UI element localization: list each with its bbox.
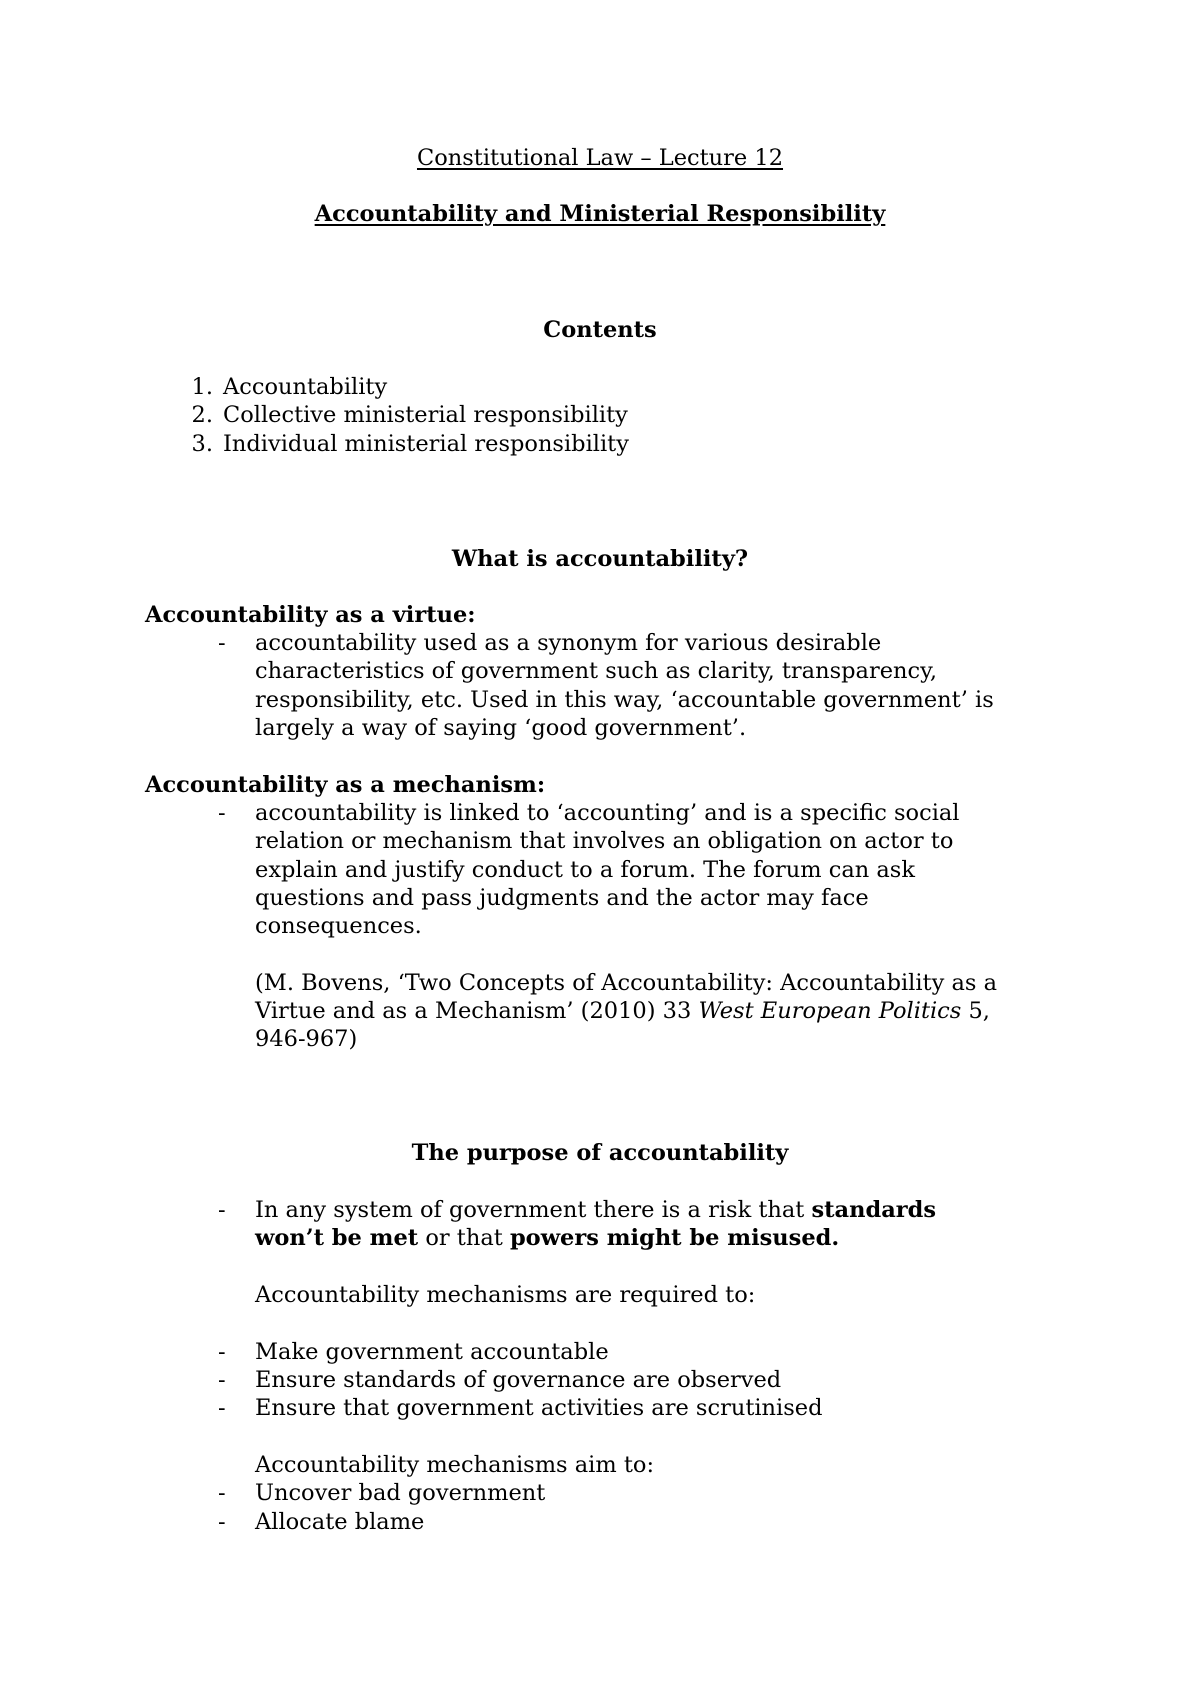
- required-item: Make government accountable: [255, 1339, 609, 1365]
- risk-line: [255, 1196, 936, 1224]
- bullet-dash: -: [218, 1480, 226, 1506]
- contents-item: [183, 430, 629, 458]
- contents-item: [183, 373, 387, 401]
- bullet-dash: -: [218, 1509, 226, 1535]
- contents-item-number: 1.: [191, 374, 213, 400]
- risk-line: [255, 1224, 839, 1252]
- required-intro: Accountability mechanisms are required to:: [255, 1282, 756, 1308]
- mechanism-text-line: consequences.: [255, 913, 422, 939]
- bullet-dash: -: [218, 1197, 226, 1223]
- citation-line: [255, 997, 990, 1025]
- risk-bold-text: powers might be misused.: [509, 1225, 840, 1251]
- required-item: Ensure standards of governance are observed: [255, 1367, 782, 1393]
- purpose-heading: The purpose of accountability: [411, 1140, 789, 1166]
- virtue-text-line: largely a way of saying ‘good government’.: [255, 715, 747, 741]
- mechanism-heading: Accountability as a mechanism:: [145, 772, 546, 798]
- bullet-dash: -: [218, 800, 226, 826]
- risk-text: In any system of government there is a risk that: [255, 1197, 812, 1223]
- mechanism-text-line: explain and justify conduct to a forum. The forum can ask: [255, 857, 915, 883]
- bullet-dash: -: [218, 630, 226, 656]
- citation-journal: West European Politics: [698, 998, 962, 1024]
- mechanism-text-line: relation or mechanism that involves an obligation on actor to: [255, 828, 954, 854]
- contents-heading: Contents: [543, 317, 657, 343]
- contents-item-number: 2.: [191, 402, 213, 428]
- risk-text: or that: [418, 1225, 510, 1251]
- citation-line: (M. Bovens, ‘Two Concepts of Accountability: Accountability as a: [255, 970, 997, 996]
- aim-item: Uncover bad government: [255, 1480, 546, 1506]
- citation-text: Virtue and as a Mechanism’ (2010) 33: [255, 998, 699, 1024]
- mechanism-text-line: accountability is linked to ‘accounting’ and is a specific social: [255, 800, 960, 826]
- citation-line: 946-967): [255, 1026, 358, 1052]
- contents-item-label: Collective ministerial responsibility: [223, 402, 628, 428]
- virtue-text-line: accountability used as a synonym for various desirable: [255, 630, 882, 656]
- bullet-dash: -: [218, 1339, 226, 1365]
- aim-intro: Accountability mechanisms aim to:: [255, 1452, 655, 1478]
- virtue-text-line: responsibility, etc. Used in this way, ‘accountable government’ is: [255, 687, 994, 713]
- aim-item: Allocate blame: [255, 1509, 425, 1535]
- virtue-text-line: characteristics of government such as clarity, transparency,: [255, 658, 937, 684]
- contents-item-label: Accountability: [223, 374, 388, 400]
- required-item: Ensure that government activities are scrutinised: [255, 1395, 823, 1421]
- virtue-heading: Accountability as a virtue:: [145, 602, 476, 628]
- what-is-heading: What is accountability?: [451, 546, 749, 572]
- bullet-dash: -: [218, 1395, 226, 1421]
- document-title: Constitutional Law – Lecture 12: [416, 145, 784, 171]
- mechanism-text-line: questions and pass judgments and the actor may face: [255, 885, 869, 911]
- contents-item-number: 3.: [191, 431, 213, 457]
- contents-item-label: Individual ministerial responsibility: [223, 431, 629, 457]
- risk-bold-text: won’t be met: [255, 1225, 419, 1251]
- bullet-dash: -: [218, 1367, 226, 1393]
- document-subtitle: Accountability and Ministerial Responsibility: [314, 201, 886, 227]
- contents-item: [183, 401, 628, 429]
- risk-bold-text: standards: [811, 1197, 937, 1223]
- citation-text: 5,: [961, 998, 990, 1024]
